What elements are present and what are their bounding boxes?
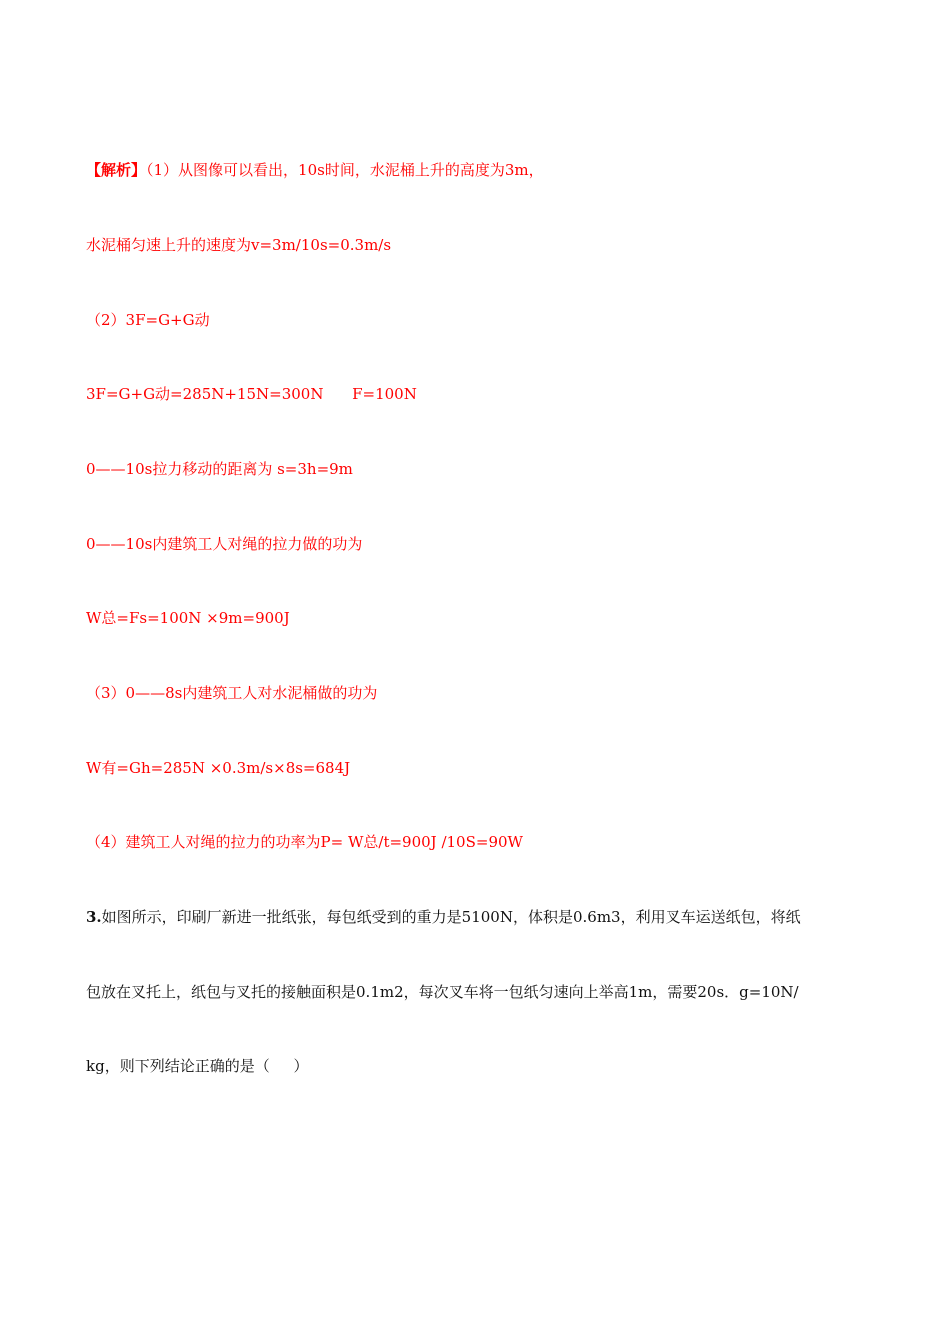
solution-text: （1）从图像可以看出，10s时间，水泥桶上升的高度为3m，	[146, 161, 544, 179]
solution-line-10: （4）建筑工人对绳的拉力的功率为P= W总/t=900J /10S=90W	[86, 833, 523, 851]
solution-line-7: W总=Fs=100N ×9m=900J	[86, 609, 290, 627]
question-line-2: 包放在叉托上，纸包与叉托的接触面积是0.1m2，每次叉车将一包纸匀速向上举高1m，需要20s．g=10N/	[86, 983, 799, 1001]
question-line-1	[86, 907, 801, 927]
solution-line-1	[86, 160, 544, 180]
solution-line-8: （3）0——8s内建筑工人对水泥桶做的功为	[86, 684, 378, 702]
solution-line-6: 0——10s内建筑工人对绳的拉力做的功为	[86, 535, 363, 553]
question-text: 如图所示，印刷厂新进一批纸张，每包纸受到的重力是5100N，体积是0.6m3，利用叉车运送纸包，将纸	[101, 908, 801, 926]
solution-line-2: 水泥桶匀速上升的速度为v=3m/10s=0.3m/s	[86, 236, 392, 254]
solution-line-9: W有=Gh=285N ×0.3m/s×8s=684J	[86, 759, 351, 777]
solution-line-5: 0——10s拉力移动的距离为 s=3h=9m	[86, 460, 353, 478]
solution-line-3: （2）3F=G+G动	[86, 311, 210, 329]
question-number: 3.	[86, 908, 102, 926]
solution-line-4: 3F=G+G动=285N+15N=300N F=100N	[86, 385, 417, 403]
solution-label: 【解析】	[86, 161, 147, 179]
question-line-3: kg，则下列结论正确的是（ ）	[86, 1057, 309, 1075]
